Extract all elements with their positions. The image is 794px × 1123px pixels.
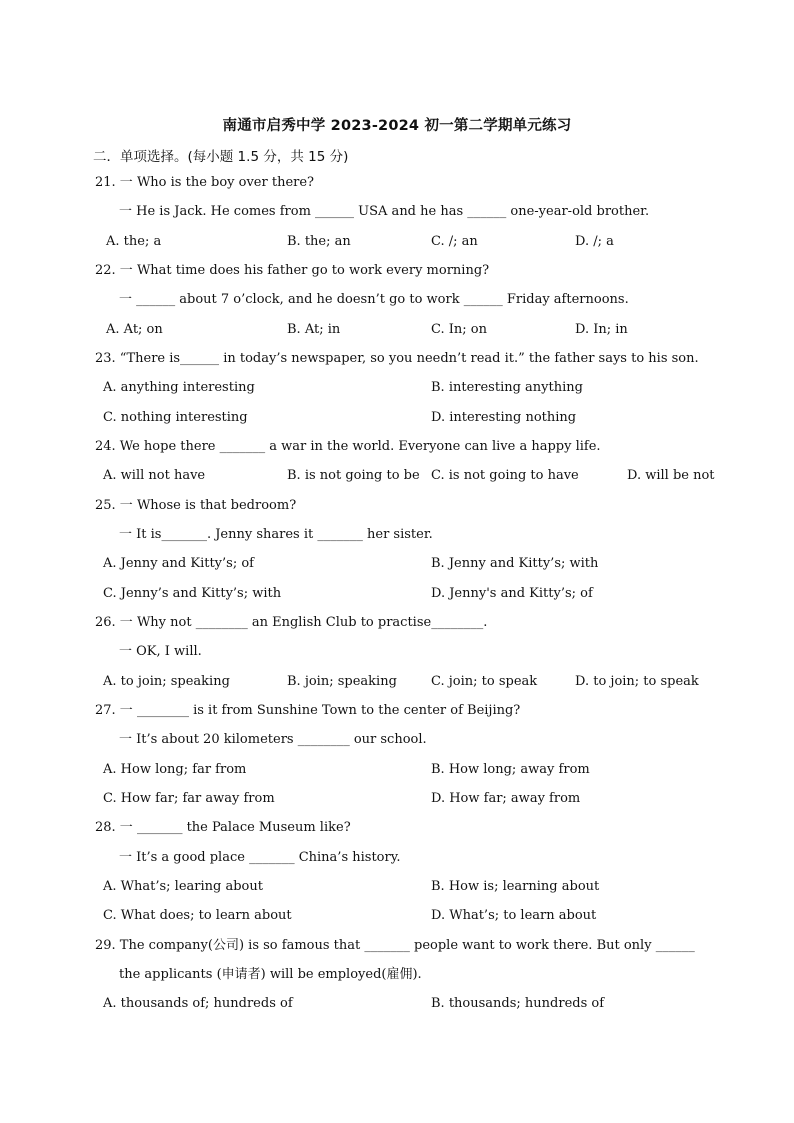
question-27-option-c[interactable]: C. How far; far away from [103,791,275,806]
question-25-option-d[interactable]: D. Jenny's and Kitty’s; of [431,586,593,601]
question-22-stem: 22. 一 What time does his father go to work every morning? [95,263,490,278]
question-22-option-a[interactable]: A. At; on [106,322,163,337]
question-23-option-b[interactable]: B. interesting anything [431,380,583,395]
question-21-option-c[interactable]: C. /; an [431,234,478,249]
section-heading: 二．单项选择。(每小题 1.5 分，共 15 分) [93,149,349,165]
question-29-option-a[interactable]: A. thousands of; hundreds of [103,996,293,1011]
question-21-option-d[interactable]: D. /; a [575,234,614,249]
question-28-stem: 28. 一 _______ the Palace Museum like? [95,820,351,835]
question-21-answer-line: 一 He is Jack. He comes from ______ USA and he has ______ one-year-old brother. [119,204,650,219]
question-25-option-b[interactable]: B. Jenny and Kitty’s; with [431,556,599,571]
question-24-option-d[interactable]: D. will be not [627,468,715,483]
question-28-option-b[interactable]: B. How is; learning about [431,879,600,894]
question-22-option-d[interactable]: D. In; in [575,322,628,337]
question-28-option-c[interactable]: C. What does; to learn about [103,908,292,923]
question-21-option-b[interactable]: B. the; an [287,234,351,249]
question-21-stem: 21. 一 Who is the boy over there? [95,175,315,190]
question-29-stem: 29. The company(公司) is so famous that _______ people want to work there. But only ______ [95,938,695,953]
question-26-option-a[interactable]: A. to join; speaking [103,674,230,689]
question-26-option-c[interactable]: C. join; to speak [431,674,538,689]
question-21-option-a[interactable]: A. the; a [106,234,162,249]
question-25-option-a[interactable]: A. Jenny and Kitty’s; of [103,556,254,571]
question-26-option-b[interactable]: B. join; speaking [287,674,397,689]
question-27-option-d[interactable]: D. How far; away from [431,791,581,806]
question-25-answer-line: 一 It is_______. Jenny shares it _______ her sister. [119,527,433,542]
question-25-stem: 25. 一 Whose is that bedroom? [95,498,297,513]
question-22-option-c[interactable]: C. In; on [431,322,487,337]
question-27-option-b[interactable]: B. How long; away from [431,762,590,777]
question-24-stem: 24. We hope there _______ a war in the world. Everyone can live a happy life. [95,439,601,454]
question-26-option-d[interactable]: D. to join; to speak [575,674,699,689]
document-title: 南通市启秀中学 2023-2024 初一第二学期单元练习 [222,118,572,134]
question-27-option-a[interactable]: A. How long; far from [103,762,247,777]
question-24-option-a[interactable]: A. will not have [103,468,206,483]
question-23-option-c[interactable]: C. nothing interesting [103,410,248,425]
question-25-option-c[interactable]: C. Jenny’s and Kitty’s; with [103,586,282,601]
question-22-answer-line: 一 ______ about 7 o’clock, and he doesn’t go to work ______ Friday afternoons. [119,292,629,307]
question-29-stem-continued: the applicants (申请者) will be employed(雇佣). [119,967,422,982]
question-23-option-a[interactable]: A. anything interesting [103,380,255,395]
question-24-option-c[interactable]: C. is not going to have [431,468,579,483]
question-23-stem: 23. “There is______ in today’s newspaper, so you needn’t read it.” the father says to his son. [95,351,699,366]
question-28-answer-line: 一 It’s a good place _______ China’s history. [119,850,401,865]
question-26-stem: 26. 一 Why not ________ an English Club to practise________. [95,615,488,630]
question-22-option-b[interactable]: B. At; in [287,322,341,337]
question-27-stem: 27. 一 ________ is it from Sunshine Town to the center of Beijing? [95,703,521,718]
question-29-option-b[interactable]: B. thousands; hundreds of [431,996,605,1011]
question-28-option-a[interactable]: A. What’s; learing about [103,879,263,894]
question-27-answer-line: 一 It’s about 20 kilometers ________ our school. [119,732,427,747]
question-28-option-d[interactable]: D. What’s; to learn about [431,908,597,923]
question-23-option-d[interactable]: D. interesting nothing [431,410,577,425]
question-24-option-b[interactable]: B. is not going to be [287,468,420,483]
question-26-answer-line: 一 OK, I will. [119,644,202,659]
